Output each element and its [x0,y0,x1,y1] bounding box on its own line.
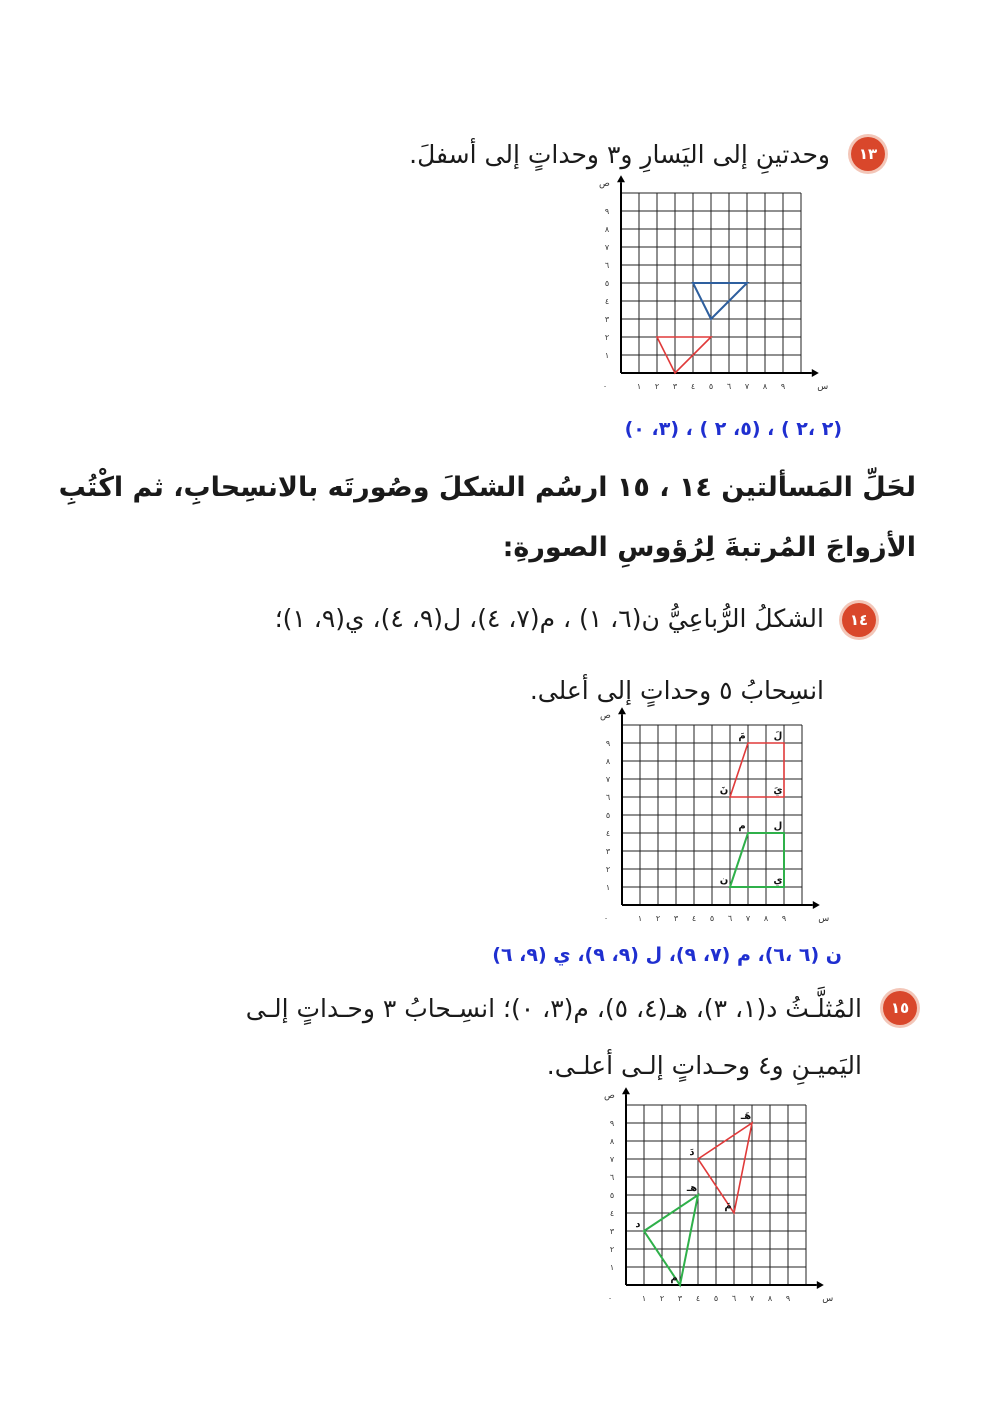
p14-y-tick-9: ٩ [605,739,611,748]
problem-15-text-2: اليَميـنِ و٤ وحـداتٍ إلـى أعلـى. [546,1051,862,1080]
p15-original-vertex-label-0: د [635,1219,641,1230]
p13-y-tick-6: ٦ [604,261,610,270]
problem-14-number: ١٤ [849,611,869,629]
p14-x-tick-5: ٥ [709,914,715,923]
p14-y-axis-label: ص [600,711,611,722]
problem-13-number-badge [851,137,885,171]
p14-image-vertex-label-3: يَ [773,785,783,796]
p14-original-vertex-label-3: ي [773,875,783,886]
p14-x-tick-1: ١ [637,914,643,923]
p15-image-shape [698,1123,752,1213]
problem-13-graph [593,179,829,398]
p14-x-axis-label: س [818,914,830,924]
p14-x-tick-6: ٦ [727,914,733,923]
p15-image-vertex-label-2: مَ [724,1201,732,1212]
p15-x-arrow-icon [817,1281,824,1289]
p13-y-axis-label: ص [599,179,610,190]
p14-y-tick-7: ٧ [605,775,611,784]
p15-original-vertex-label-1: هـ [686,1183,698,1194]
p13-x-tick-1: ١ [636,382,642,391]
p15-y-tick-2: ٢ [609,1245,615,1254]
p14-x-arrow-icon [813,901,820,909]
p15-y-arrow-icon [622,1087,630,1094]
p13-y-tick-7: ٧ [604,243,610,252]
p13-x-tick-8: ٨ [762,382,768,391]
problem-13-answer: (٢ ،٢ ) ، (٥، ٢ ) ، (٣، ٠) [624,418,842,440]
problem-14-text-1: الشكلُ الرُّباعِيُّ ن(٦، ١) ، م(٧، ٤)، ل(٩، ٤)، ي(٩، ١)؛ [274,604,824,633]
p15-x-axis-label: س [822,1294,834,1304]
p15-x-tick-3: ٣ [677,1294,683,1303]
p15-y-tick-8: ٨ [609,1137,615,1146]
p14-y-tick-2: ٢ [605,865,611,874]
p13-y-tick-4: ٤ [604,297,610,306]
p13-x-tick-3: ٣ [672,382,678,391]
p13-x-tick-9: ٩ [780,382,786,391]
problem-14-graph [594,711,830,930]
p15-y-tick-9: ٩ [609,1119,615,1128]
problem-15-graph [598,1091,834,1310]
p14-image-vertex-label-1: مَ [738,731,746,742]
p14-y-tick-5: ٥ [605,811,611,820]
p15-y-tick-4: ٤ [609,1209,615,1218]
problem-14-number-badge [842,603,876,637]
p13-x-tick-5: ٥ [708,382,714,391]
p15-y-tick-6: ٦ [609,1173,615,1182]
problem-14-text-2: انسِحابُ ٥ وحداتٍ إلى أعلى. [529,676,824,705]
p13-x-tick-0: ٠ [602,382,608,391]
p14-x-tick-3: ٣ [673,914,679,923]
p14-image-vertex-label-2: لَ [773,731,783,742]
p14-y-tick-1: ١ [605,883,611,892]
p14-y-tick-8: ٨ [605,757,611,766]
p13-y-tick-3: ٣ [604,315,610,324]
p15-image-vertex-label-0: دَ [689,1147,695,1158]
problem-15-number: ١٥ [890,999,910,1017]
p14-original-vertex-label-0: ن [719,875,729,886]
p15-x-tick-6: ٦ [731,1294,737,1303]
p14-original-vertex-label-2: ل [773,821,783,832]
p15-y-tick-7: ٧ [609,1155,615,1164]
problem-15-number-badge [883,991,917,1025]
p14-image-vertex-label-0: نَ [719,785,729,796]
p13-y-arrow-icon [617,175,625,182]
p14-x-tick-4: ٤ [691,914,697,923]
p15-y-axis-label: ص [604,1091,615,1102]
p15-x-tick-4: ٤ [695,1294,701,1303]
p14-x-tick-2: ٢ [655,914,661,923]
p14-y-tick-6: ٦ [605,793,611,802]
p15-original-shape [644,1195,698,1285]
p13-x-tick-7: ٧ [744,382,750,391]
p15-x-tick-1: ١ [641,1294,647,1303]
p14-x-tick-8: ٨ [763,914,769,923]
problem-15-text-1: المُثلَّـثُ د(١، ٣)، هـ(٤، ٥)، م(٣، ٠)؛ انسِـحابُ ٣ وحـداتٍ إلـى [245,994,862,1023]
p13-y-tick-1: ١ [604,351,610,360]
p13-y-tick-9: ٩ [604,207,610,216]
p15-y-tick-1: ١ [609,1263,615,1272]
problem-13-text: وحدتينِ إلى اليَسارِ و٣ وحداتٍ إلى أسفلَ. [409,140,830,169]
p14-y-arrow-icon [618,707,626,714]
p15-x-tick-9: ٩ [785,1294,791,1303]
p14-x-tick-9: ٩ [781,914,787,923]
p15-x-tick-8: ٨ [767,1294,773,1303]
instruction-line-1: لحَلِّ المَسألتين ١٤ ، ١٥ ارسُم الشكلَ وصُورتَه بالانسِحابِ، ثم اكْتُبِ [58,472,916,503]
p14-x-tick-0: ٠ [603,914,609,923]
p14-y-tick-3: ٣ [605,847,611,856]
instruction-line-2: الأزواجَ المُرتبةَ لِرُؤوسِ الصورةِ: [502,532,916,563]
p13-y-tick-2: ٢ [604,333,610,342]
p14-x-tick-7: ٧ [745,914,751,923]
p15-x-tick-2: ٢ [659,1294,665,1303]
p13-x-arrow-icon [812,369,819,377]
p13-x-tick-6: ٦ [726,382,732,391]
p13-x-tick-2: ٢ [654,382,660,391]
problem-14-answer: ن (٦ ،٦)، م (٧، ٩)، ل (٩، ٩)، ي (٩، ٦) [492,944,842,966]
p15-x-tick-7: ٧ [749,1294,755,1303]
p14-y-tick-4: ٤ [605,829,611,838]
p13-y-tick-5: ٥ [604,279,610,288]
p14-original-vertex-label-1: م [738,821,746,832]
problem-13-number: ١٣ [858,145,878,163]
p15-y-tick-3: ٣ [609,1227,615,1236]
p13-y-tick-8: ٨ [604,225,610,234]
p13-x-tick-4: ٤ [690,382,696,391]
p13-x-axis-label: س [817,382,829,392]
p15-x-tick-5: ٥ [713,1294,719,1303]
p15-original-vertex-label-2: م [670,1273,678,1284]
p15-y-tick-5: ٥ [609,1191,615,1200]
p15-image-vertex-label-1: هَـ [740,1111,752,1122]
p15-x-tick-0: ٠ [607,1294,613,1303]
